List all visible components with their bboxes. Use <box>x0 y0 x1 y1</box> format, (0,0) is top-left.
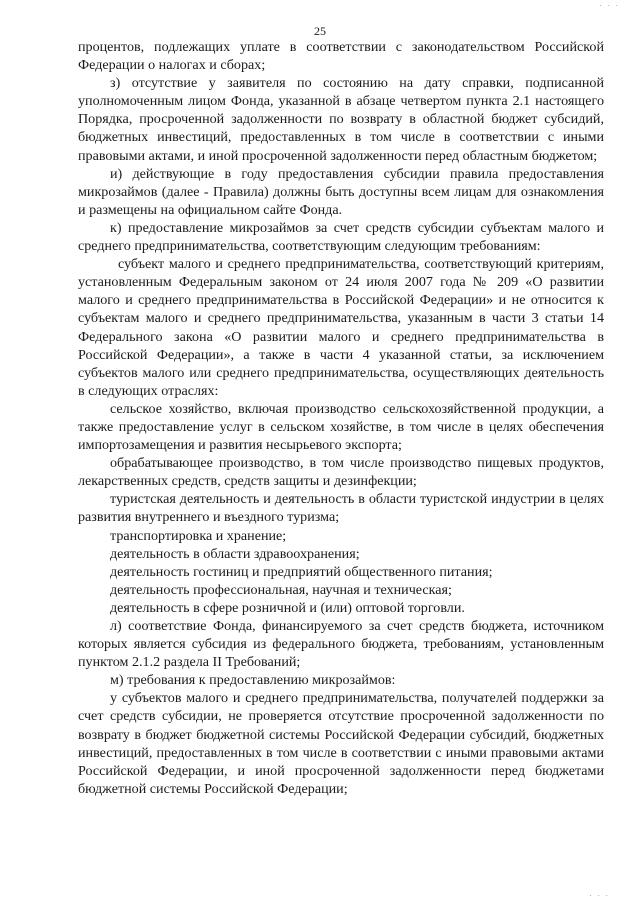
paragraph: деятельность профессиональная, научная и техническая; <box>110 581 452 598</box>
paragraph: з) отсутствие у заявителя по состоянию на дату справки, подписанной уполномоченным лицом Фонда, указанной в абзаце четвертом пункта 2.1 настоящего Порядка, просроченной задолженности по возврату в областной бюджет субсидий, бюджетных инвестиций, предоставленных в том числе в соответствии с иными правовыми актами, и иной просроченной задолженности перед областным бюджетом; <box>78 75 604 164</box>
paragraph: деятельность в сфере розничной и (или) оптовой торговли. <box>110 599 465 616</box>
paragraph: у субъектов малого и среднего предпринимательства, получателей поддержки за счет средств субсидии, не проверяется отсутствие просроченной задолженности по возврату в бюджет бюджетной системы Российской Федерации субсидий, бюджетных инвестиций, предоставленных в том числе в соответствии с иными правовыми актами Российской Федерации, и иной просроченной задолженности перед бюджетами бюджетной системы Российской Федерации; <box>78 690 604 797</box>
paragraph: обрабатывающее производство, в том числе производство пищевых продуктов, лекарственных средств, средств защиты и дезинфекции; <box>78 455 604 490</box>
paragraph: деятельность в области здравоохранения; <box>110 545 360 562</box>
paragraph: к) предоставление микрозаймов за счет средств субсидии субъектам малого и среднего предпринимательства, соответствующим следующим требованиям: <box>78 219 604 255</box>
paragraph: л) соответствие Фонда, финансируемого за счет средств бюджета, источником которых является субсидия из федерального бюджета, требованиям, установленным пунктом 2.1.2 раздела II Требований; <box>78 618 604 671</box>
paragraph: субъект малого и среднего предпринимательства, соответствующий критериям, установленным Федеральным законом от 24 июля 2007 года № 209 «О развитии малого и среднего предпринимательства в Российской Федерации» и не относится к субъектам малого и среднего предпринимательства, указанным в части 3 статьи 14 Федерального закона «О развитии малого и среднего предпринимательства в Российской Федерации», а также в части 4 указанной статьи, за исключением субъектов малого или среднего предпринимательства, осуществляющих деятельность в следующих отраслях: <box>78 256 604 399</box>
paragraph: процентов, подлежащих уплате в соответствии с законодательством Российской Федерации о налогах и сборах; <box>78 39 604 74</box>
paragraph: сельское хозяйство, включая производство сельскохозяйственной продукции, а также предоставление услуг в сельском хозяйстве, в том числе в целях обеспечения импортозамещения и развития несырьевого экспорта; <box>78 400 604 454</box>
paragraph: деятельность гостиниц и предприятий общественного питания; <box>110 563 493 580</box>
scan-mark: · · · <box>589 892 610 900</box>
paragraph: туристская деятельность и деятельность в области туристской индустрии в целях развития внутреннего и въездного туризма; <box>78 491 604 526</box>
paragraph: и) действующие в году предоставления субсидии правила предоставления микрозаймов (далее - Правила) должны быть доступны всем лицам для ознакомления и размещены на официальном сайте Фонда. <box>78 165 604 218</box>
page-number: 25 <box>314 24 326 38</box>
document-body <box>78 38 604 798</box>
scan-mark: · · · <box>599 2 620 10</box>
paragraph: м) требования к предоставлению микрозаймов: <box>110 672 396 689</box>
paragraph: транспортировка и хранение; <box>110 527 287 544</box>
